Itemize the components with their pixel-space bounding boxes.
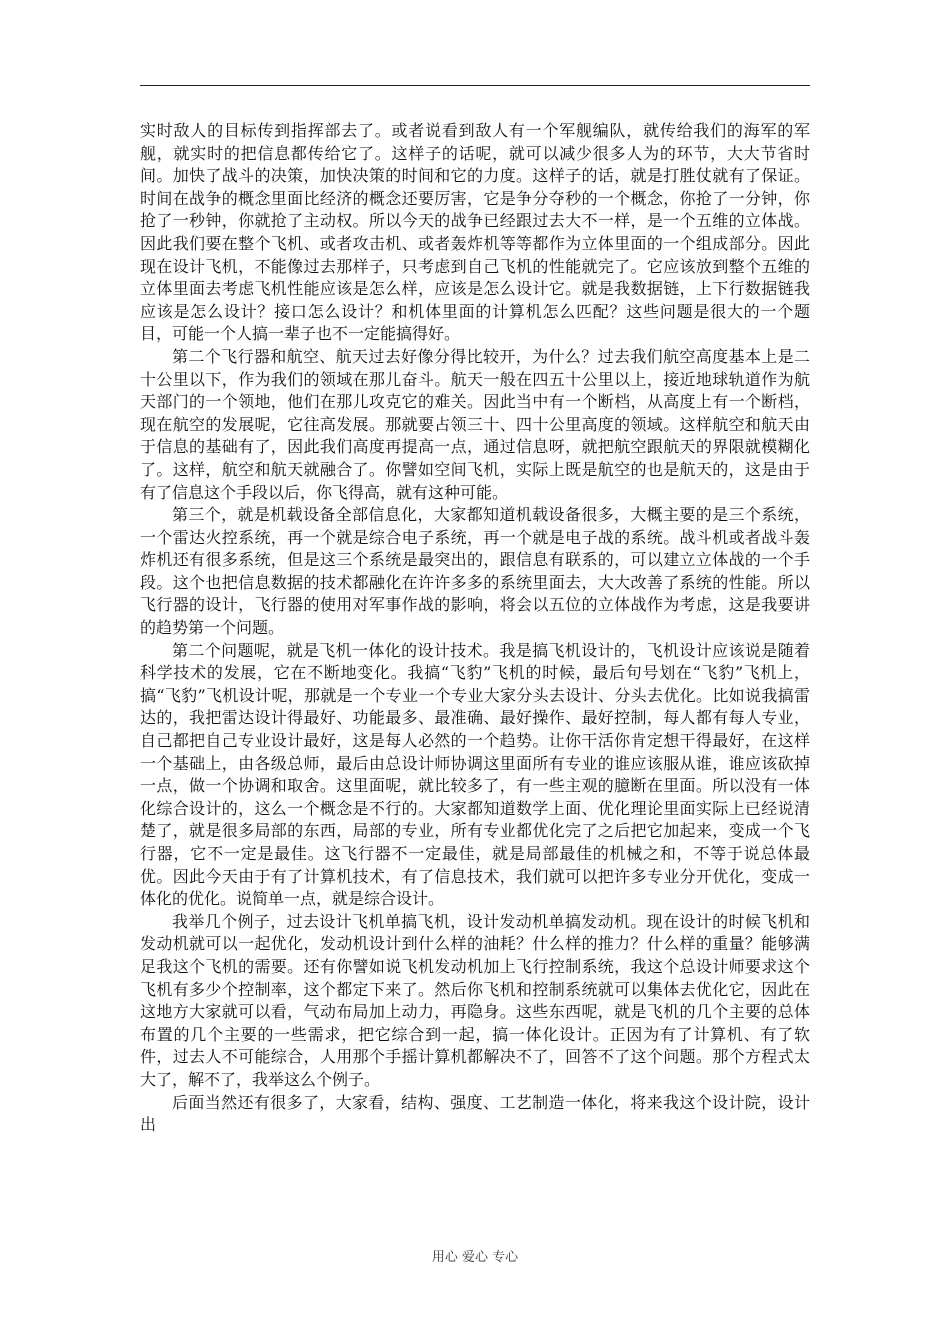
header-rule xyxy=(140,85,810,86)
body-text xyxy=(140,120,810,1137)
paragraph-6: 后面当然还有很多了，大家看，结构、强度、工艺制造一体化，将来我这个设计院，设计出 xyxy=(140,1092,810,1135)
paragraph-2: 第二个飞行器和航空、航天过去好像分得比较开，为什么？过去我们航空高度基本上是二十公里以下，作为我们的领域在那儿奋斗。航天一般在四五十公里以上，接近地球轨道作为航天部门的一个领地，他们在那儿攻克它的难关。因此当中有一个断档，从高度上有一个断档，现在航空的发展呢，它往高发展。那就要占领三十、四十公里高度的领域。这样航空和航天由于信息的基础有了，因此我们高度再提高一点，通过信息呀，就把航空跟航天的界限就模糊化了。这样，航空和航天就融合了。你譬如空间飞机，实际上既是航空的也是航天的，这是由于有了信息这个手段以后，你飞得高，就有这种可能。 xyxy=(140,346,810,502)
paragraph-5: 我举几个例子，过去设计飞机单搞飞机，设计发动机单搞发动机。现在设计的时候飞机和发动机就可以一起优化，发动机设计到什么样的油耗？什么样的推力？什么样的重量？能够满足我这个飞机的需要。还有你譬如说飞机发动机加上飞行控制系统，我这个总设计师要求这个飞机有多少个控制率，这个都定下来了。然后你飞机和控制系统就可以集体去优化它，因此在这地方大家就可以看，气动布局加上动力，再隐身。这些东西呢，就是飞机的几个主要的总体布置的几个主要的一些需求，把它综合到一起，搞一体化设计。正因为有了计算机、有了软件，过去人不可能综合，人用那个手摇计算机都解决不了，回答不了这个问题。那个方程式太大了，解不了，我举这么个例子。 xyxy=(140,911,810,1089)
page-footer: 用心 爱心 专心 xyxy=(431,1250,519,1265)
paragraph-3: 第三个，就是机载设备全部信息化，大家都知道机载设备很多，大概主要的是三个系统，一个雷达火控系统，再一个就是综合电子系统，再一个就是电子战的系统。战斗机或者战斗轰炸机还有很多系统，但是这三个系统是最突出的，跟信息有联系的，可以建立立体战的一个手段。这个也把信息数据的技术都融化在许许多多的系统里面去，大大改善了系统的性能。所以飞行器的设计，飞行器的使用对军事作战的影响，将会以五位的立体战作为考虑，这是我要讲的趋势第一个问题。 xyxy=(140,505,810,638)
paragraph-4: 第二个问题呢，就是飞机一体化的设计技术。我是搞飞机设计的，飞机设计应该说是随着科学技术的发展，它在不断地变化。我搞“飞豹”飞机的时候，最后句号划在“飞豹”飞机上，搞“飞豹”飞机设计呢，那就是一个专业一个专业大家分头去设计、分头去优化。比如说我搞雷达的，我把雷达设计得最好、功能最多、最准确、最好操作、最好控制，每人都有每人专业，自己都把自己专业设计最好，这是每人必然的一个趋势。让你干活你肯定想干得最好，在这样一个基础上，由各级总师，最后由总设计师协调这里面所有专业的谁应该服从谁，谁应该砍掉一点，做一个协调和取舍。这里面呢，就比较多了，有一些主观的臆断在里面。所以没有一体化综合设计的，这么一个概念是不行的。大家都知道数学上面、优化理论里面实际上已经说清楚了，就是很多局部的东西，局部的专业，所有专业都优化完了之后把它加起来，变成一个飞行器，它不一定是最佳。这飞行器不一定最佳，就是局部最佳的机械之和，不等于说总体最优。因此今天由于有了计算机技术，有了信息技术，我们就可以把许多专业分开优化，变成一体化的优化。说简单一点，就是综合设计。 xyxy=(140,640,810,909)
paragraph-1: 实时敌人的目标传到指挥部去了。或者说看到敌人有一个军舰编队，就传给我们的海军的军舰，就实时的把信息都传给它了。这样子的话呢，就可以减少很多人为的环节，大大节省时间。加快了战斗的决策，加快决策的时间和它的力度。这样子的话，就是打胜仗就有了保证。时间在战争的概念里面比经济的概念还要厉害，它是争分夺秒的一个概念，你抢了一分钟，你抢了一秒钟，你就抢了主动权。所以今天的战争已经跟过去大不一样，是一个五维的立体战。因此我们要在整个飞机、或者攻击机、或者轰炸机等等都作为立体里面的一个组成部分。因此现在设计飞机，不能像过去那样子，只考虑到自己飞机的性能就完了。它应该放到整个五维的立体里面去考虑飞机性能应该是怎么样，应该是怎么设计它。就是我数据链，上下行数据链我应该是怎么设计？接口怎么设计？和机体里面的计算机怎么匹配？这些问题是很大的一个题目，可能一个人搞一辈子也不一定能搞得好。 xyxy=(140,121,810,344)
